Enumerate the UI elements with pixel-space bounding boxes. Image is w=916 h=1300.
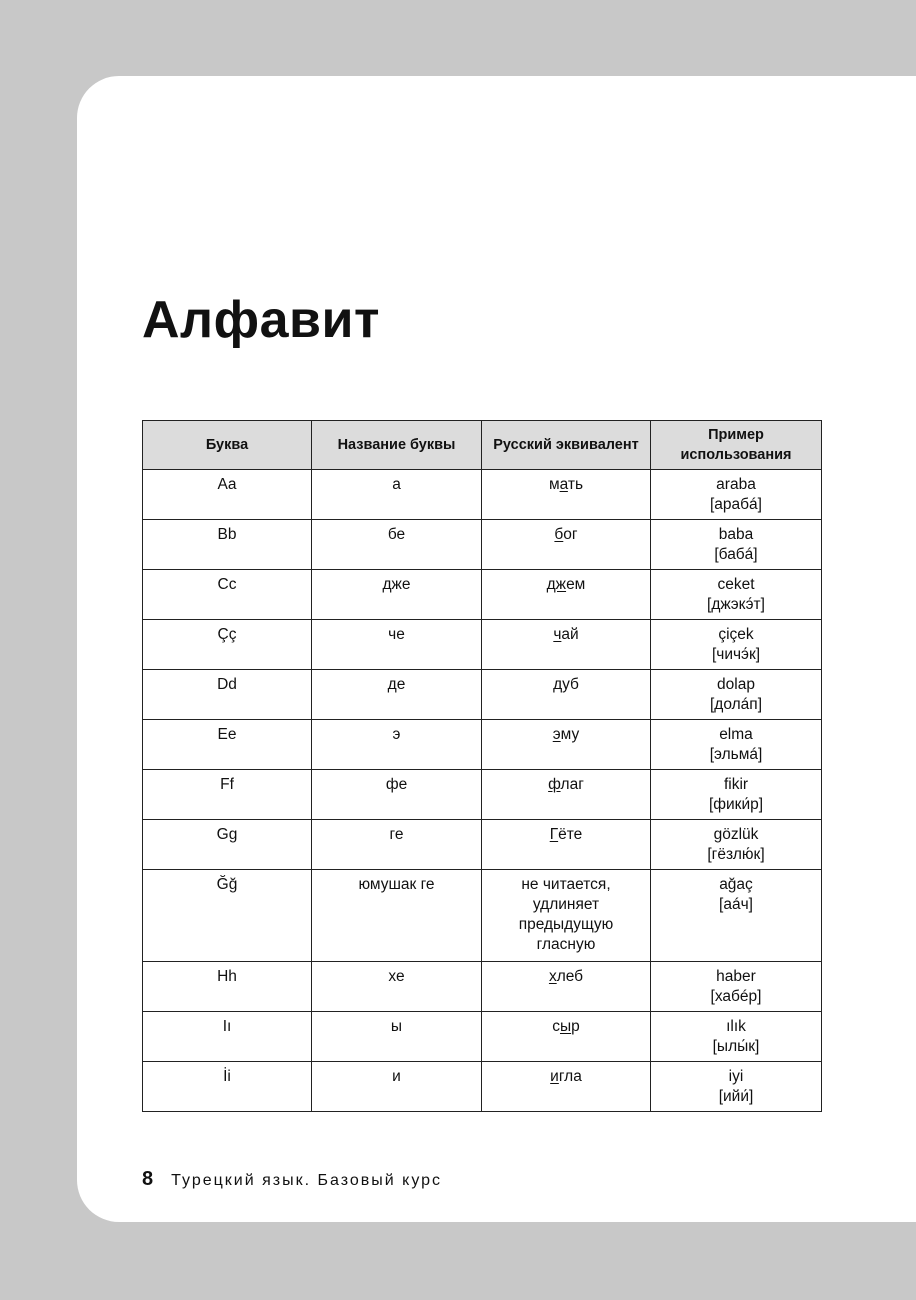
- letter-name-cell: че: [312, 620, 482, 670]
- russian-equivalent-cell: [482, 720, 651, 770]
- example-word: gözlük: [713, 826, 759, 843]
- usage-example-cell: [651, 620, 822, 670]
- book-title: Турецкий язык. Базовый курс: [171, 1172, 443, 1189]
- table-body: [143, 470, 822, 1112]
- example-word: çiçek: [718, 626, 754, 643]
- letter-cell: Gg: [143, 820, 312, 870]
- letter-cell: Ee: [143, 720, 312, 770]
- russian-equivalent-cell: [482, 1012, 651, 1062]
- equivalent-text: му: [560, 726, 580, 743]
- example-transcription: [ылы́к]: [712, 1038, 760, 1055]
- usage-example-cell: [651, 470, 822, 520]
- letter-name-cell: э: [312, 720, 482, 770]
- equivalent-text: ог: [563, 526, 578, 543]
- russian-equivalent-cell: [482, 520, 651, 570]
- usage-example-cell: [651, 720, 822, 770]
- highlighted-sound: э: [552, 726, 561, 743]
- example-word: ceket: [717, 576, 755, 593]
- equivalent-text: ёте: [558, 826, 583, 843]
- equivalent-text: с: [552, 1018, 560, 1035]
- equivalent-text: уб: [562, 676, 579, 693]
- example-word: haber: [716, 968, 756, 985]
- example-transcription: [гёзлю́к]: [707, 846, 765, 863]
- example-word: baba: [718, 526, 754, 543]
- table-row: [143, 770, 822, 820]
- equivalent-text: р: [571, 1018, 580, 1035]
- russian-equivalent-cell: [482, 1062, 651, 1112]
- highlighted-sound: и: [550, 1068, 559, 1085]
- letter-cell: İi: [143, 1062, 312, 1112]
- letter-name-cell: ы: [312, 1012, 482, 1062]
- highlighted-sound: ч: [553, 626, 562, 643]
- usage-example-cell: [651, 570, 822, 620]
- table-row: [143, 1062, 822, 1112]
- table-header-row: [143, 421, 822, 470]
- letter-name-cell: де: [312, 670, 482, 720]
- letter-cell: Bb: [143, 520, 312, 570]
- equivalent-line: предыдущую: [518, 916, 614, 933]
- russian-equivalent-cell: [482, 570, 651, 620]
- example-word: dolap: [717, 676, 755, 693]
- russian-equivalent-cell: [482, 770, 651, 820]
- equivalent-text: ть: [567, 476, 584, 493]
- book-page: [77, 76, 916, 1222]
- letter-cell: Aa: [143, 470, 312, 520]
- letter-name-cell: юмушак ге: [312, 870, 482, 962]
- usage-example-cell: [651, 1062, 822, 1112]
- equivalent-text: лаг: [560, 776, 584, 793]
- example-transcription: [фики́р]: [708, 796, 764, 813]
- example-word: iyi: [728, 1068, 744, 1085]
- letter-cell: Ff: [143, 770, 312, 820]
- example-word: ılık: [726, 1018, 746, 1035]
- example-transcription: [хабéр]: [710, 988, 762, 1005]
- equivalent-line: удлиняет: [532, 896, 600, 913]
- table-row: [143, 1012, 822, 1062]
- table-row: [143, 470, 822, 520]
- letter-cell: Ğğ: [143, 870, 312, 962]
- equivalent-text: ай: [561, 626, 579, 643]
- highlighted-sound: дж: [546, 576, 567, 593]
- russian-equivalent-cell: [482, 620, 651, 670]
- letter-name-cell: хе: [312, 962, 482, 1012]
- example-transcription: [чичэ́к]: [711, 646, 761, 663]
- example-word: fikir: [723, 776, 749, 793]
- usage-example-cell: [651, 520, 822, 570]
- highlighted-sound: а: [559, 476, 568, 493]
- equivalent-text: ем: [566, 576, 586, 593]
- highlighted-sound: б: [554, 526, 564, 543]
- example-word: araba: [716, 476, 756, 493]
- example-transcription: [ийи́]: [718, 1088, 754, 1105]
- usage-example-cell: [651, 1012, 822, 1062]
- page-title: Алфавит: [142, 291, 380, 349]
- letter-name-cell: бе: [312, 520, 482, 570]
- equivalent-line: не читается,: [521, 876, 611, 893]
- example-transcription: [джэкэ́т]: [707, 596, 765, 613]
- usage-example-cell: [651, 962, 822, 1012]
- letter-cell: Iı: [143, 1012, 312, 1062]
- letter-cell: Hh: [143, 962, 312, 1012]
- usage-example-cell: [651, 770, 822, 820]
- header-letter-name: Название буквы: [312, 421, 482, 470]
- letter-name-cell: ге: [312, 820, 482, 870]
- table-row: [143, 570, 822, 620]
- header-letter: Буква: [143, 421, 312, 470]
- table-row: [143, 620, 822, 670]
- header-russian-equivalent: Русский эквивалент: [482, 421, 651, 470]
- example-word: elma: [719, 726, 753, 743]
- russian-equivalent-cell: [482, 870, 651, 962]
- letter-cell: Çç: [143, 620, 312, 670]
- equivalent-line: гласную: [536, 936, 596, 953]
- letter-name-cell: а: [312, 470, 482, 520]
- table-row: [143, 670, 822, 720]
- page-number: 8: [142, 1168, 154, 1190]
- russian-equivalent-cell: [482, 470, 651, 520]
- equivalent-text: м: [548, 476, 560, 493]
- usage-example-cell: [651, 870, 822, 962]
- table-row: [143, 720, 822, 770]
- equivalent-text: леб: [556, 968, 584, 985]
- highlighted-sound: Г: [549, 826, 559, 843]
- equivalent-text: гла: [558, 1068, 582, 1085]
- letter-cell: Cc: [143, 570, 312, 620]
- russian-equivalent-cell: [482, 670, 651, 720]
- table-row: [143, 962, 822, 1012]
- page-footer: [142, 1168, 442, 1191]
- example-transcription: [бабá]: [714, 546, 758, 563]
- header-usage-example: Пример использования: [651, 421, 822, 470]
- highlighted-sound: ы: [559, 1018, 572, 1035]
- example-transcription: [аáч]: [719, 896, 753, 913]
- letter-name-cell: и: [312, 1062, 482, 1112]
- letter-cell: Dd: [143, 670, 312, 720]
- letter-name-cell: дже: [312, 570, 482, 620]
- russian-equivalent-cell: [482, 820, 651, 870]
- highlighted-sound: ф: [548, 776, 561, 793]
- example-transcription: [эльмá]: [709, 746, 763, 763]
- example-transcription: [арабá]: [710, 496, 762, 513]
- usage-example-cell: [651, 820, 822, 870]
- example-transcription: [долáп]: [710, 696, 762, 713]
- table-row: [143, 870, 822, 962]
- alphabet-table: [142, 420, 822, 1112]
- highlighted-sound: д: [553, 676, 563, 693]
- russian-equivalent-cell: [482, 962, 651, 1012]
- table-row: [143, 520, 822, 570]
- highlighted-sound: х: [548, 968, 557, 985]
- letter-name-cell: фе: [312, 770, 482, 820]
- table-row: [143, 820, 822, 870]
- usage-example-cell: [651, 670, 822, 720]
- example-word: ağaç: [719, 876, 753, 893]
